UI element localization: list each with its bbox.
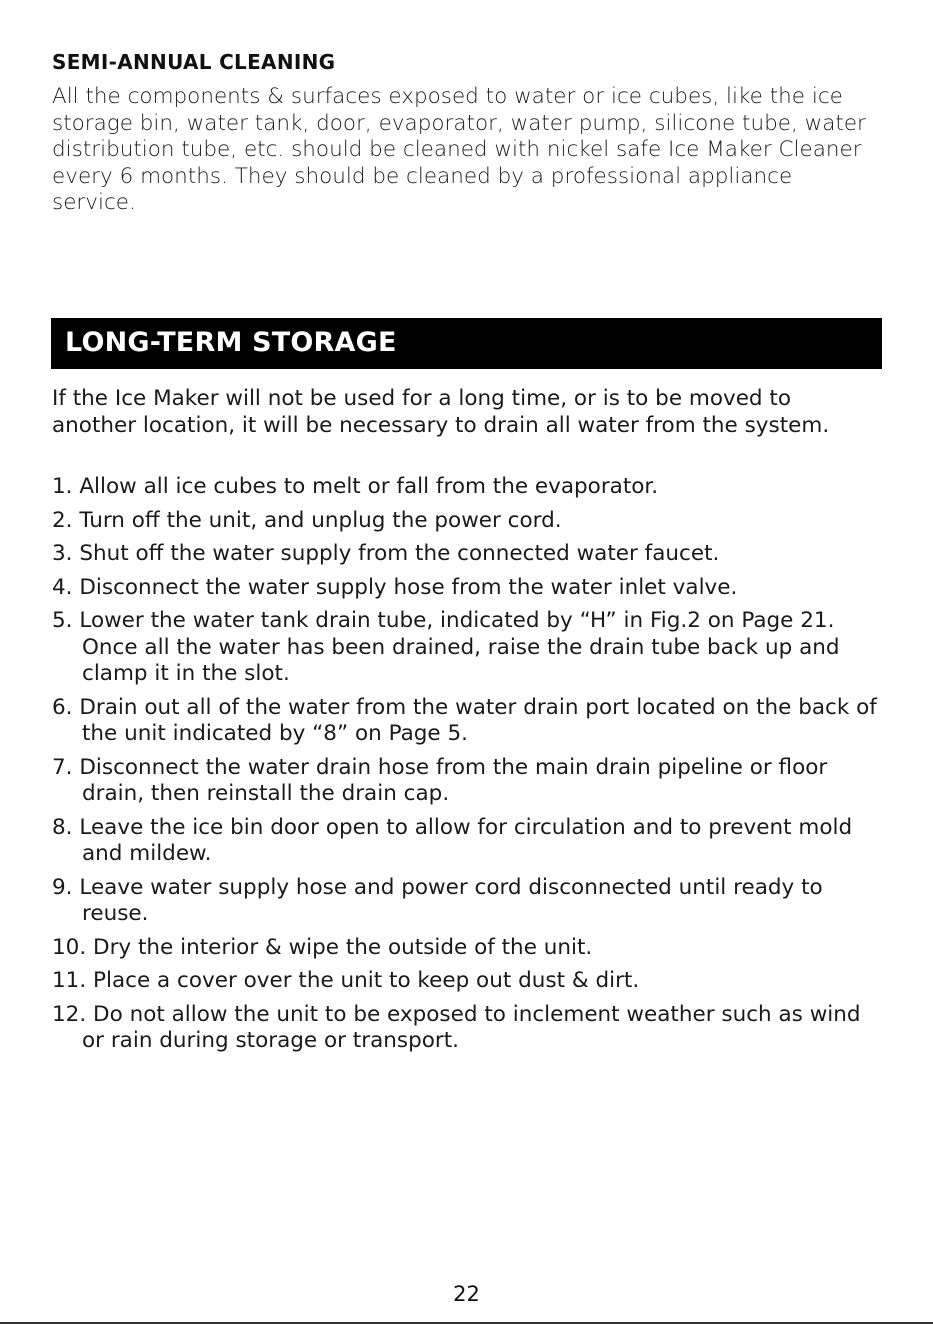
storage-steps-list bbox=[52, 474, 882, 1062]
storage-step: 10. Dry the interior & wipe the outside of the unit. bbox=[52, 934, 593, 960]
long-term-storage-banner bbox=[51, 318, 882, 369]
long-term-storage-intro: If the Ice Maker will not be used for a long time, or is to be moved to another location, it will be necessary to drain all water from the system. bbox=[52, 386, 830, 438]
storage-step: 2. Turn off the unit, and unplug the power cord. bbox=[52, 507, 562, 533]
semi-annual-cleaning-heading: SEMI-ANNUAL CLEANING bbox=[52, 50, 336, 74]
storage-step: 6. Drain out all of the water from the water drain port located on the back of the unit indicated by “8” on Page 5. bbox=[52, 694, 877, 746]
storage-step: 11. Place a cover over the unit to keep out dust & dirt. bbox=[52, 968, 640, 993]
semi-annual-cleaning-paragraph: All the components & surfaces exposed to water or ice cubes, like the ice storage bin, water tank, door, evaporator, water pump, silicone tube, water distribution tube, etc. should be cleaned with nickel safe Ice Maker Cleaner every 6 months. They should be cleaned by a professional appliance service. bbox=[52, 84, 866, 215]
page-number: 22 bbox=[453, 1282, 480, 1306]
storage-step: 7. Disconnect the water drain hose from the main drain pipeline or floor drain, then reinstall the drain cap. bbox=[52, 754, 828, 806]
storage-step: 1. Allow all ice cubes to melt or fall from the evaporator. bbox=[52, 474, 659, 499]
storage-step: 9. Leave water supply hose and power cord disconnected until ready to reuse. bbox=[52, 874, 823, 926]
storage-step: 5. Lower the water tank drain tube, indicated by “H” in Fig.2 on Page 21. Once all the water has been drained, raise the drain tube back up and clamp it in the slot. bbox=[52, 608, 840, 686]
long-term-storage-heading: LONG-TERM STORAGE bbox=[65, 327, 397, 358]
storage-step: 4. Disconnect the water supply hose from the water inlet valve. bbox=[52, 574, 738, 600]
storage-step: 3. Shut off the water supply from the connected water faucet. bbox=[52, 541, 720, 566]
storage-step: 12. Do not allow the unit to be exposed to inclement weather such as wind or rain during storage or transport. bbox=[52, 1001, 861, 1053]
storage-step: 8. Leave the ice bin door open to allow for circulation and to prevent mold and mildew. bbox=[52, 814, 853, 866]
